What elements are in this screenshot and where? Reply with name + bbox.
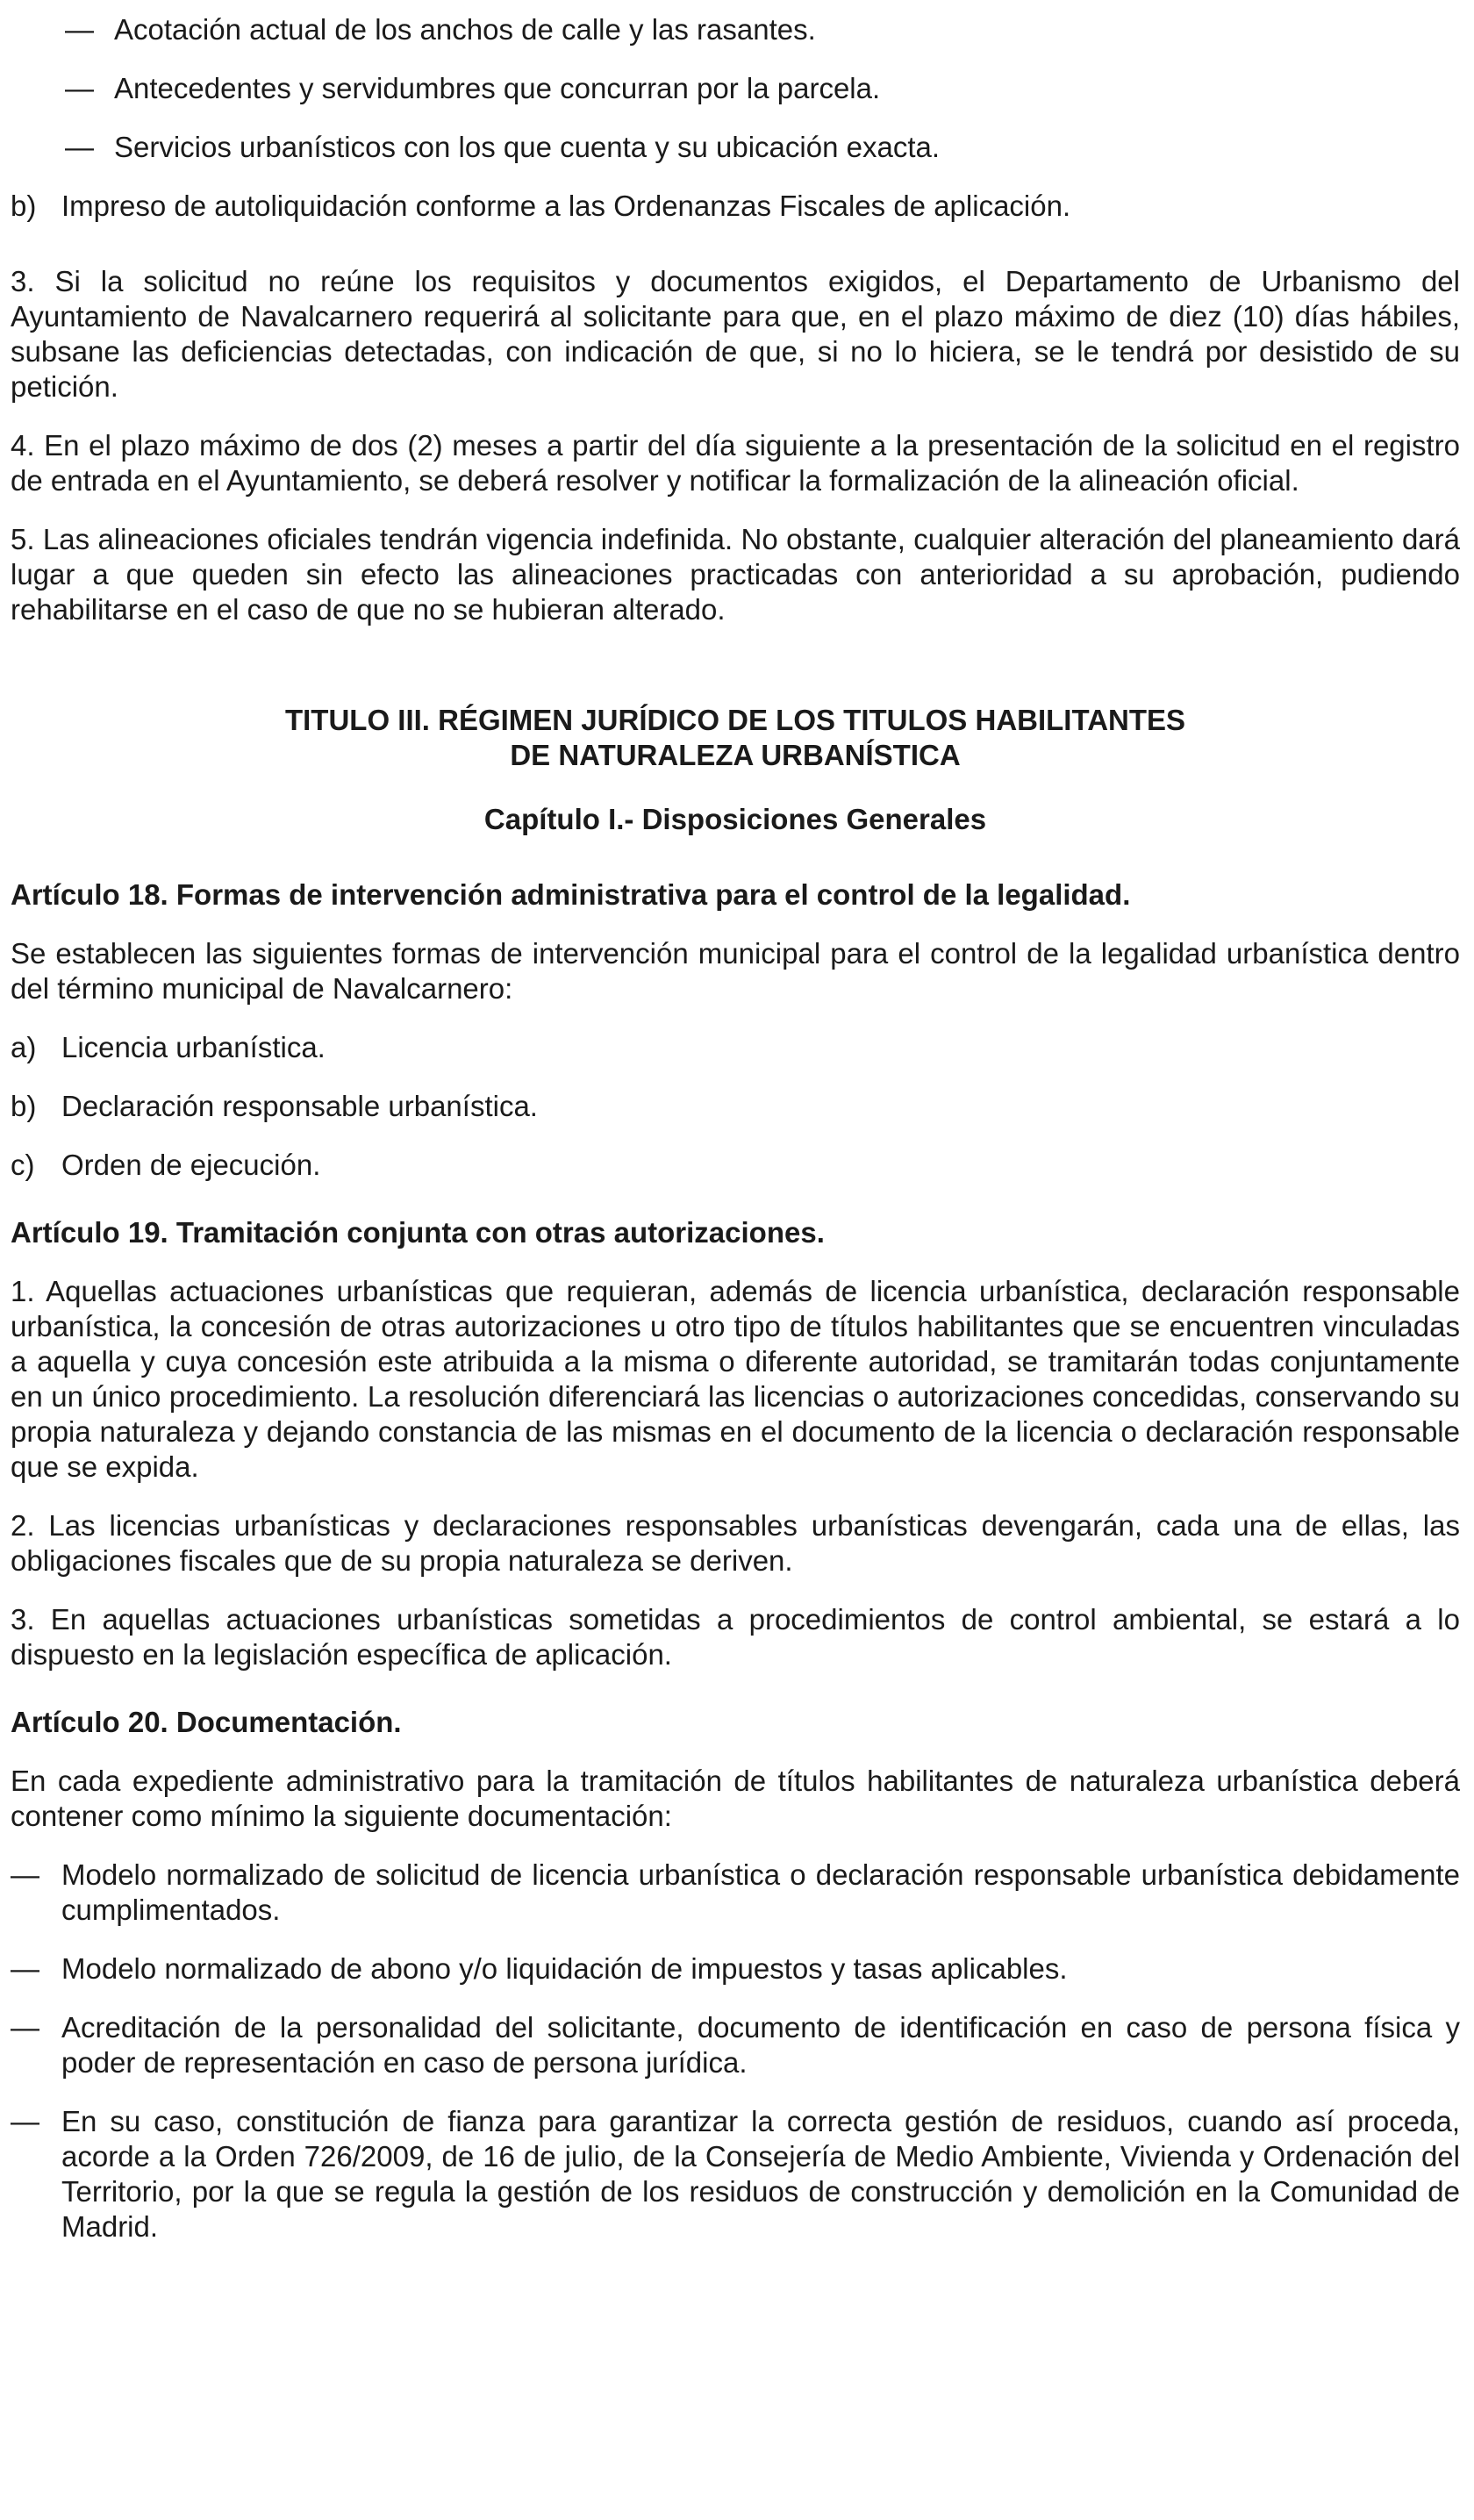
dash-item [11, 71, 1460, 106]
title-line-1: TITULO III. RÉGIMEN JURÍDICO DE LOS TITULOS HABILITANTES [284, 704, 1186, 736]
article-18-intro: Se establecen las siguientes formas de intervención municipal para el control de la legalidad urbanística dentro del término municipal de Navalcarnero: [11, 937, 1460, 1005]
article-20-intro: En cada expediente administrativo para la tramitación de títulos habilitantes de naturaleza urbanística deberá contener como mínimo la siguiente documentación: [11, 1765, 1460, 1832]
paragraph: 5. Las alineaciones oficiales tendrán vigencia indefinida. No obstante, cualquier alteración del planeamiento dará lugar a que queden sin efecto las alineaciones practicadas con anterioridad a su aprobación, pudiendo rehabilitarse en el caso de que no se hubieran alterado. [11, 523, 1460, 626]
dash-marker: — [65, 72, 94, 104]
dash-item [11, 1858, 1460, 1928]
dash-item-text: Antecedentes y servidumbres que concurran por la parcela. [114, 72, 881, 104]
dash-item [11, 130, 1460, 165]
list-marker: b) [11, 1090, 37, 1122]
dash-item [11, 2010, 1460, 2080]
list-item [11, 189, 1460, 224]
paragraph: 3. En aquellas actuaciones urbanísticas sometidas a procedimientos de control ambiental, se estará a lo dispuesto en la legislación específica de aplicación. [11, 1603, 1460, 1671]
dash-marker: — [11, 2105, 39, 2137]
list-marker: a) [11, 1031, 37, 1063]
list-item-text: Orden de ejecución. [61, 1149, 321, 1181]
article-19-heading: Artículo 19. Tramitación conjunta con otras autorizaciones. [11, 1216, 825, 1249]
list-item [11, 1148, 1460, 1183]
title-line-2: DE NATURALEZA URBANÍSTICA [510, 739, 961, 771]
dash-item-text: Acreditación de la personalidad del solicitante, documento de identificación en caso de persona física y poder de representación en caso de persona jurídica. [61, 2011, 1460, 2079]
title-heading [11, 703, 1460, 773]
dash-marker: — [65, 13, 94, 46]
dash-item [11, 2104, 1460, 2244]
dash-item-text: Acotación actual de los anchos de calle y las rasantes. [114, 13, 816, 46]
list-marker: c) [11, 1149, 35, 1181]
paragraph: 1. Aquellas actuaciones urbanísticas que requieran, además de licencia urbanística, declaración responsable urbanística, la concesión de otras autorizaciones u otro tipo de títulos habilitantes que se encuentren vinculadas a aquella y cuya concesión este atribuida a la misma o diferente autoridad, se tramitarán todas conjuntamente en un único procedimiento. La resolución diferenciará las licencias o autorizaciones concedidas, conservando su propia naturaleza y dejando constancia de las mismas en el documento de la licencia o declaración responsable que se expida. [11, 1275, 1460, 1483]
paragraph: 4. En el plazo máximo de dos (2) meses a partir del día siguiente a la presentación de la solicitud en el registro de entrada en el Ayuntamiento, se deberá resolver y notificar la formalización de la alineación oficial. [11, 429, 1460, 497]
dash-item [11, 1951, 1460, 1987]
list-item-text: Declaración responsable urbanística. [61, 1090, 538, 1122]
dash-item-text: Servicios urbanísticos con los que cuenta y su ubicación exacta. [114, 131, 941, 163]
list-item-text: Impreso de autoliquidación conforme a las Ordenanzas Fiscales de aplicación. [61, 190, 1071, 222]
dash-marker: — [65, 131, 94, 163]
dash-item [11, 12, 1460, 47]
list-item [11, 1089, 1460, 1124]
dash-item-text: Modelo normalizado de abono y/o liquidación de impuestos y tasas aplicables. [61, 1952, 1068, 1985]
paragraph: 2. Las licencias urbanísticas y declaraciones responsables urbanísticas devengarán, cada una de ellas, las obligaciones fiscales que de su propia naturaleza se deriven. [11, 1509, 1460, 1577]
dash-item-text: En su caso, constitución de fianza para garantizar la correcta gestión de residuos, cuando así proceda, acorde a la Orden 726/2009, de 16 de julio, de la Consejería de Medio Ambiente, Vivienda y Ordenación del Territorio, por la que se regula la gestión de los residuos de construcción y demolición en la Comunidad de Madrid. [61, 2105, 1460, 2243]
list-marker: b) [11, 190, 37, 222]
list-item [11, 1030, 1460, 1065]
article-18-heading: Artículo 18. Formas de intervención administrativa para el control de la legalidad. [11, 878, 1131, 911]
dash-marker: — [11, 2011, 39, 2044]
dash-marker: — [11, 1858, 39, 1891]
list-item-text: Licencia urbanística. [61, 1031, 326, 1063]
paragraph: 3. Si la solicitud no reúne los requisitos y documentos exigidos, el Departamento de Urbanismo del Ayuntamiento de Navalcarnero requerirá al solicitante para que, en el plazo máximo de diez (10) días hábiles, subsane las deficiencias detectadas, con indicación de que, si no lo hiciera, se le tendrá por desistido de su petición. [11, 265, 1460, 403]
dash-marker: — [11, 1952, 39, 1985]
chapter-heading: Capítulo I.- Disposiciones Generales [483, 803, 987, 835]
article-20-heading: Artículo 20. Documentación. [11, 1706, 402, 1738]
dash-item-text: Modelo normalizado de solicitud de licencia urbanística o declaración responsable urbanística debidamente cumplimentados. [61, 1858, 1460, 1926]
